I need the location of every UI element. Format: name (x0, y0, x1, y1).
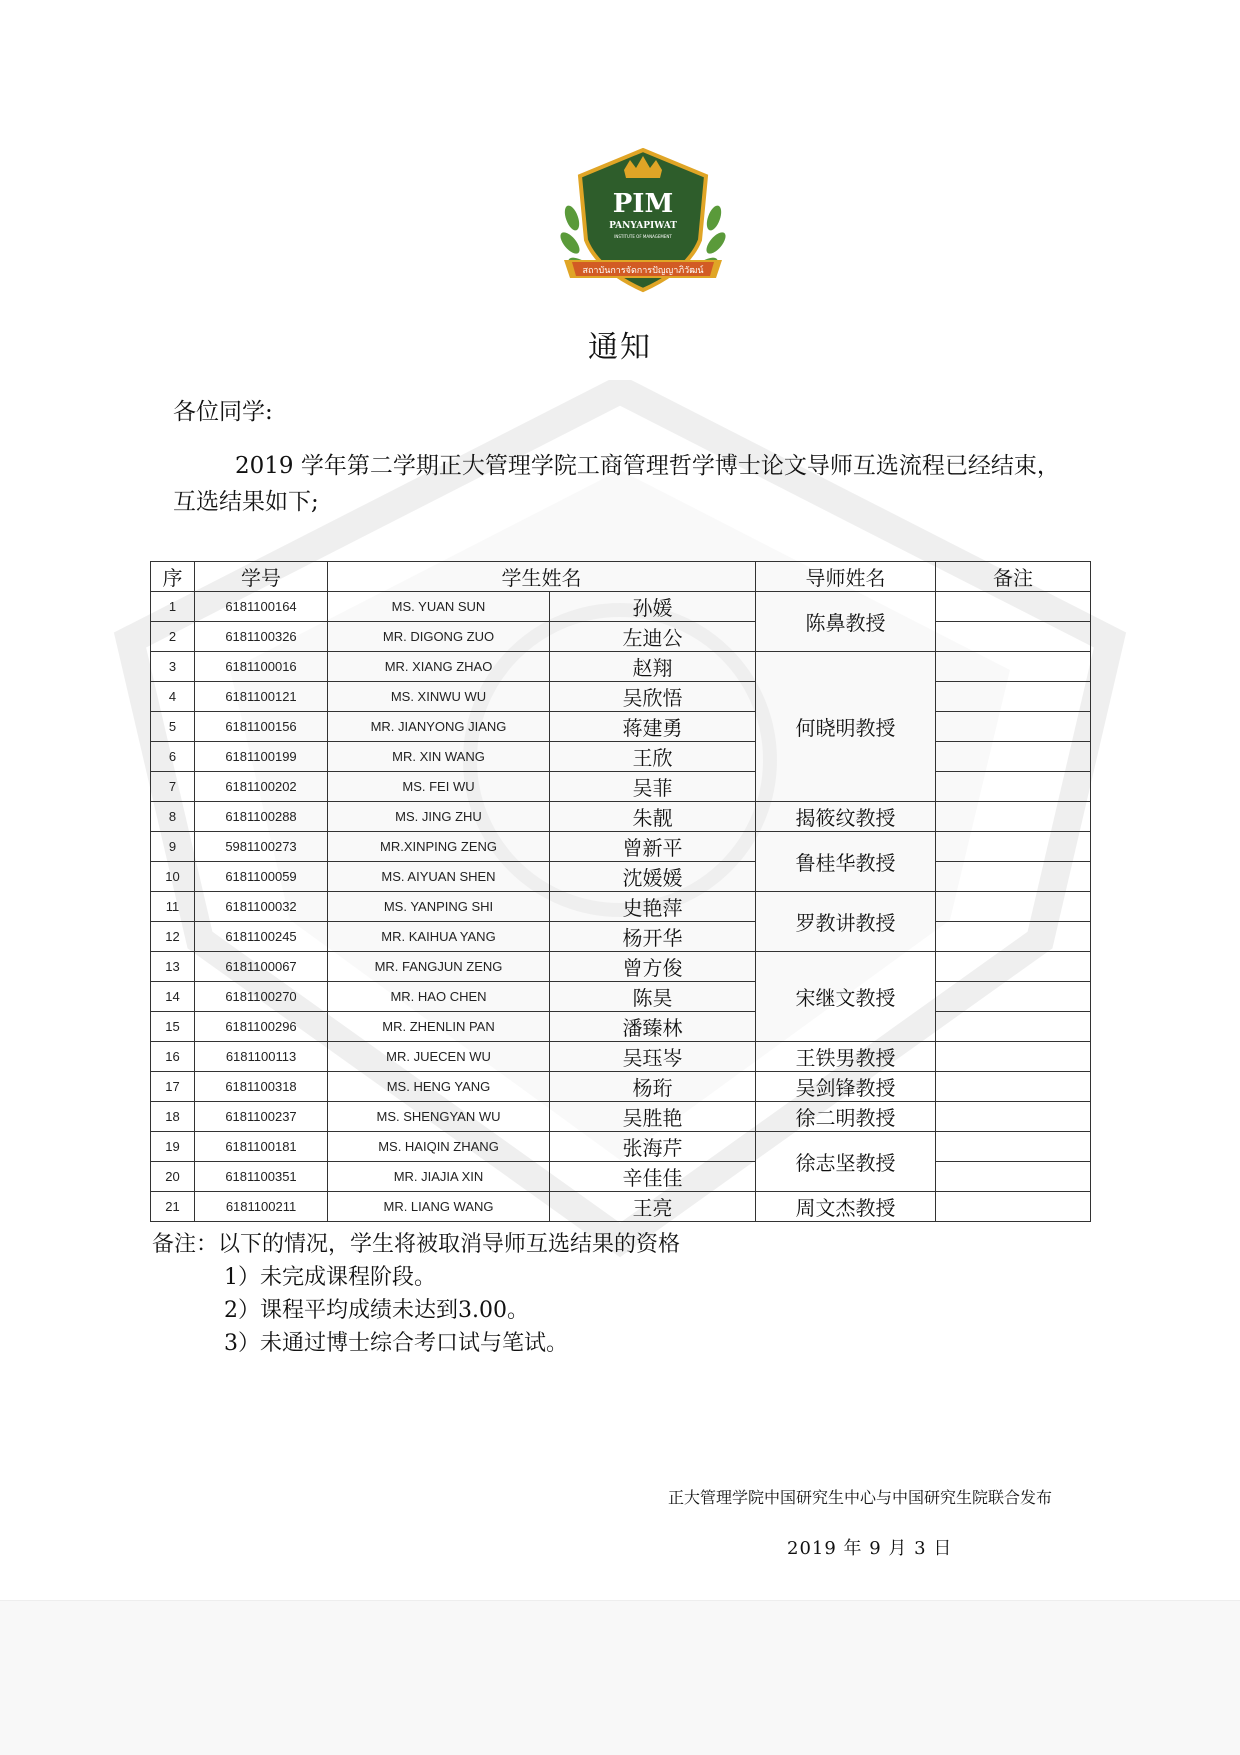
row-remark (936, 1042, 1091, 1072)
row-index: 10 (151, 862, 195, 892)
row-remark (936, 862, 1091, 892)
row-remark (936, 712, 1091, 742)
issue-date: 2019 年 9 月 3 日 (787, 1538, 953, 1559)
row-index: 1 (151, 592, 195, 622)
table-row (151, 952, 1091, 982)
row-name-cn: 陈昊 (550, 982, 756, 1012)
row-name-cn: 吴胜艳 (550, 1102, 756, 1132)
row-student-id: 6181100270 (195, 982, 328, 1012)
row-advisor: 周文杰教授 (756, 1192, 936, 1222)
row-name-cn: 吴珏岑 (550, 1042, 756, 1072)
row-name-en: MR. ZHENLIN PAN (328, 1012, 550, 1042)
row-advisor: 宋继文教授 (756, 952, 936, 1042)
note-item: 3）未通过博士综合考口试与笔试。 (224, 1331, 568, 1356)
row-name-cn: 蒋建勇 (550, 712, 756, 742)
row-advisor: 陈鼻教授 (756, 592, 936, 652)
row-name-cn: 赵翔 (550, 652, 756, 682)
row-name-cn: 曾方俊 (550, 952, 756, 982)
notes-section (152, 1228, 680, 1360)
table-row (151, 982, 1091, 1012)
note-item: 2）课程平均成绩未达到3.00。 (224, 1298, 529, 1323)
row-student-id: 6181100113 (195, 1042, 328, 1072)
row-advisor: 王铁男教授 (756, 1042, 936, 1072)
header-index: 序 (151, 562, 195, 592)
row-student-id: 6181100032 (195, 892, 328, 922)
row-advisor: 何晓明教授 (756, 652, 936, 802)
row-index: 13 (151, 952, 195, 982)
row-advisor: 徐志坚教授 (756, 1132, 936, 1192)
row-index: 9 (151, 832, 195, 862)
header-student-id: 学号 (195, 562, 328, 592)
note-item: 1）未完成课程阶段。 (224, 1265, 436, 1290)
row-index: 2 (151, 622, 195, 652)
row-student-id: 6181100318 (195, 1072, 328, 1102)
row-index: 6 (151, 742, 195, 772)
row-student-id: 6181100245 (195, 922, 328, 952)
row-name-cn: 史艳萍 (550, 892, 756, 922)
row-student-id: 6181100202 (195, 772, 328, 802)
row-remark (936, 802, 1091, 832)
row-remark (936, 592, 1091, 622)
row-name-en: MR. JUECEN WU (328, 1042, 550, 1072)
row-student-id: 5981100273 (195, 832, 328, 862)
row-student-id: 6181100211 (195, 1192, 328, 1222)
row-name-cn: 朱靓 (550, 802, 756, 832)
row-index: 20 (151, 1162, 195, 1192)
row-name-cn: 杨珩 (550, 1072, 756, 1102)
table-row (151, 652, 1091, 682)
row-name-en: MR. HAO CHEN (328, 982, 550, 1012)
row-name-en: MR. LIANG WANG (328, 1192, 550, 1222)
row-index: 7 (151, 772, 195, 802)
row-index: 16 (151, 1042, 195, 1072)
table-row (151, 922, 1091, 952)
row-remark (936, 892, 1091, 922)
row-name-cn: 王欣 (550, 742, 756, 772)
row-remark (936, 1072, 1091, 1102)
row-index: 18 (151, 1102, 195, 1132)
table-row (151, 1192, 1091, 1222)
row-remark (936, 652, 1091, 682)
row-name-en: MR. XIN WANG (328, 742, 550, 772)
row-name-en: MR. KAIHUA YANG (328, 922, 550, 952)
row-remark (936, 682, 1091, 712)
logo-subtitle: PANYAPIWAT (609, 221, 677, 231)
row-name-cn: 王亮 (550, 1192, 756, 1222)
row-index: 17 (151, 1072, 195, 1102)
row-remark (936, 622, 1091, 652)
row-index: 14 (151, 982, 195, 1012)
row-student-id: 6181100121 (195, 682, 328, 712)
row-name-cn: 吴菲 (550, 772, 756, 802)
logo-text: PIM (612, 189, 674, 219)
row-name-cn: 左迪公 (550, 622, 756, 652)
row-advisor: 鲁桂华教授 (756, 832, 936, 892)
row-index: 8 (151, 802, 195, 832)
row-remark (936, 1012, 1091, 1042)
row-student-id: 6181100237 (195, 1102, 328, 1132)
row-name-cn: 孙媛 (550, 592, 756, 622)
row-remark (936, 922, 1091, 952)
row-student-id: 6181100199 (195, 742, 328, 772)
table-row (151, 1042, 1091, 1072)
row-student-id: 6181100164 (195, 592, 328, 622)
row-name-en: MS. JING ZHU (328, 802, 550, 832)
row-student-id: 6181100059 (195, 862, 328, 892)
row-index: 5 (151, 712, 195, 742)
row-student-id: 6181100156 (195, 712, 328, 742)
row-student-id: 6181100326 (195, 622, 328, 652)
table-row (151, 742, 1091, 772)
row-name-cn: 辛佳佳 (550, 1162, 756, 1192)
table-row (151, 622, 1091, 652)
row-name-en: MS. YUAN SUN (328, 592, 550, 622)
table-row (151, 1012, 1091, 1042)
row-name-cn: 沈媛媛 (550, 862, 756, 892)
logo-tagline: INSTITUTE OF MANAGEMENT (614, 234, 672, 239)
row-name-en: MS. HAIQIN ZHANG (328, 1132, 550, 1162)
row-remark (936, 982, 1091, 1012)
row-remark (936, 952, 1091, 982)
row-student-id: 6181100016 (195, 652, 328, 682)
table-row (151, 1072, 1091, 1102)
page-margin (0, 1600, 1240, 1755)
row-remark (936, 772, 1091, 802)
row-name-en: MR. DIGONG ZUO (328, 622, 550, 652)
row-advisor: 揭筱纹教授 (756, 802, 936, 832)
header-advisor: 导师姓名 (756, 562, 936, 592)
row-remark (936, 1132, 1091, 1162)
row-name-cn: 吴欣悟 (550, 682, 756, 712)
table-row (151, 682, 1091, 712)
table-row (151, 832, 1091, 862)
row-name-en: MR. XIANG ZHAO (328, 652, 550, 682)
row-advisor: 徐二明教授 (756, 1102, 936, 1132)
row-name-cn: 杨开华 (550, 922, 756, 952)
row-student-id: 6181100067 (195, 952, 328, 982)
row-advisor: 罗教讲教授 (756, 892, 936, 952)
row-name-en: MR. FANGJUN ZENG (328, 952, 550, 982)
row-student-id: 6181100181 (195, 1132, 328, 1162)
table-body (151, 592, 1091, 1222)
row-remark (936, 1102, 1091, 1132)
row-index: 12 (151, 922, 195, 952)
publisher-line: 正大管理学院中国研究生中心与中国研究生院联合发布 (668, 1488, 1053, 1507)
table-row (151, 1102, 1091, 1132)
notes-heading: 备注：以下的情况，学生将被取消导师互选结果的资格 (152, 1232, 681, 1257)
table-row (151, 712, 1091, 742)
table-row (151, 1162, 1091, 1192)
table-header-row (151, 562, 1091, 592)
row-name-cn: 曾新平 (550, 832, 756, 862)
pim-logo (558, 148, 728, 304)
logo-ribbon-text: สถาบันการจัดการปัญญาภิวัฒน์ (582, 266, 704, 276)
row-name-en: MS. FEI WU (328, 772, 550, 802)
row-remark (936, 1162, 1091, 1192)
row-remark (936, 832, 1091, 862)
header-remark: 备注 (936, 562, 1091, 592)
row-remark (936, 742, 1091, 772)
row-name-en: MR. JIAJIA XIN (328, 1162, 550, 1192)
row-name-en: MS. HENG YANG (328, 1072, 550, 1102)
row-name-en: MS. AIYUAN SHEN (328, 862, 550, 892)
row-index: 21 (151, 1192, 195, 1222)
row-index: 19 (151, 1132, 195, 1162)
row-name-en: MR. JIANYONG JIANG (328, 712, 550, 742)
row-student-id: 6181100351 (195, 1162, 328, 1192)
pim-shield-icon (558, 148, 728, 304)
row-name-en: MS. YANPING SHI (328, 892, 550, 922)
table-row (151, 892, 1091, 922)
greeting: 各位同学: (173, 399, 273, 425)
table-row (151, 592, 1091, 622)
row-name-en: MS. SHENGYAN WU (328, 1102, 550, 1132)
row-name-cn: 张海芹 (550, 1132, 756, 1162)
table-row (151, 1132, 1091, 1162)
header-student-name: 学生姓名 (328, 562, 756, 592)
advisor-selection-table (150, 561, 1091, 1222)
row-index: 4 (151, 682, 195, 712)
table-row (151, 862, 1091, 892)
row-name-cn: 潘臻林 (550, 1012, 756, 1042)
row-student-id: 6181100296 (195, 1012, 328, 1042)
row-index: 11 (151, 892, 195, 922)
row-advisor: 吴剑锋教授 (756, 1072, 936, 1102)
table-row (151, 802, 1091, 832)
row-remark (936, 1192, 1091, 1222)
row-student-id: 6181100288 (195, 802, 328, 832)
page-title: 通知 (588, 330, 652, 365)
row-index: 15 (151, 1012, 195, 1042)
row-name-en: MS. XINWU WU (328, 682, 550, 712)
table-row (151, 772, 1091, 802)
row-index: 3 (151, 652, 195, 682)
intro-paragraph: 2019 学年第二学期正大管理学院工商管理哲学博士论文导师互选流程已经结束，互选结果如下; (173, 453, 1060, 515)
row-name-en: MR.XINPING ZENG (328, 832, 550, 862)
